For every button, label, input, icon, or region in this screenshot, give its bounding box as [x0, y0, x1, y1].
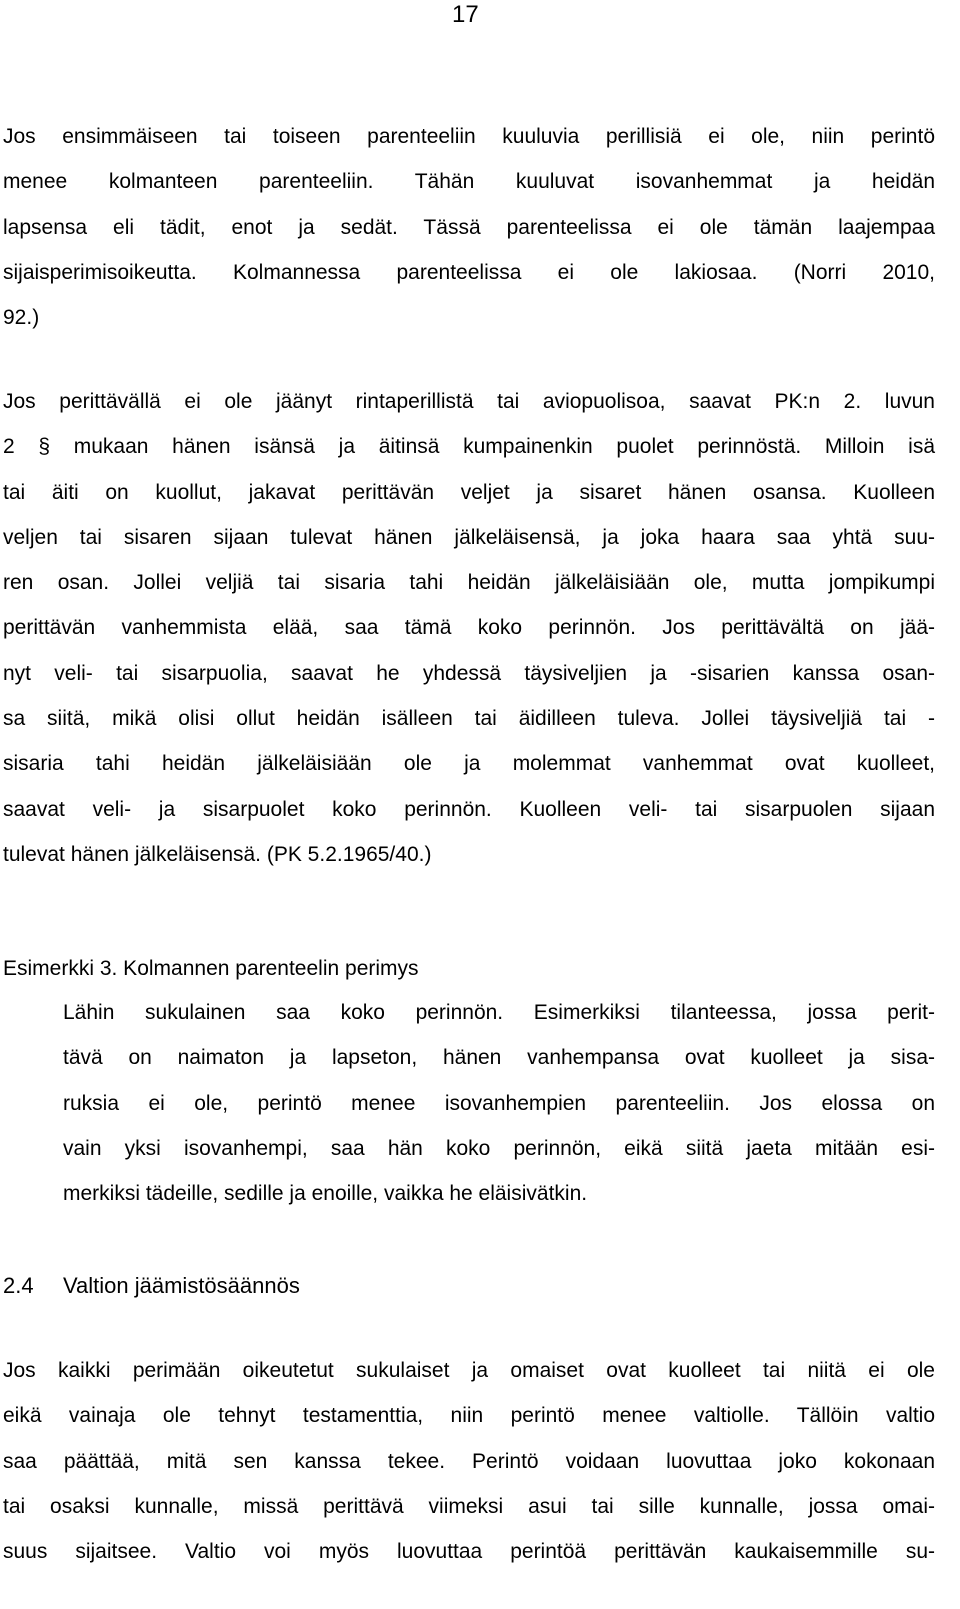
text-line: 2 § mukaan hänen isänsä ja äitinsä kumpainenkin puolet perinnöstä. Milloin isä [3, 435, 935, 459]
page-number: 17 [452, 1, 479, 28]
text-line: saa päättää, mitä sen kanssa tekee. Perintö voidaan luovuttaa joko kokonaan [3, 1449, 935, 1473]
text-line: sisaria tahi heidän jälkeläisiään ole ja molemmat vanhemmat ovat kuolleet, [3, 752, 935, 776]
text-line: sa siitä, mikä olisi ollut heidän isälleen tai äidilleen tuleva. Jollei täysiveljiä tai - [3, 707, 935, 731]
text-line: ruksia ei ole, perintö menee isovanhempien parenteeliin. Jos elossa on [63, 1091, 935, 1115]
text-line: ren osan. Jollei veljiä tai sisaria tahi heidän jälkeläisiään ole, mutta jompikumpi [3, 571, 935, 595]
section-number: 2.4 [3, 1273, 34, 1298]
paragraph-state-estate [3, 1348, 935, 1574]
text-line: Jos kaikki perimään oikeutetut sukulaiset ja omaiset ovat kuolleet tai niitä ei ole [3, 1359, 935, 1382]
text-line: sijaisperimisoikeutta. Kolmannessa parenteelissa ei ole lakiosaa. (Norri 2010, [3, 260, 935, 284]
paragraph-parents-siblings [3, 379, 935, 877]
text-line: saavat veli- ja sisarpuolet koko perinnön. Kuolleen veli- tai sisarpuolen sijaan [3, 797, 935, 821]
text-line: suus sijaitsee. Valtio voi myös luovuttaa perintöä perittävän kaukaisemmille su- [3, 1540, 935, 1564]
section-title: Valtion jäämistösäännös [63, 1273, 300, 1298]
text-line: tulevat hänen jälkeläisensä. (PK 5.2.1965/40.) [3, 842, 432, 866]
section-heading [3, 1271, 300, 1301]
text-line: tai äiti on kuollut, jakavat perittävän veljet ja sisaret hänen osansa. Kuolleen [3, 480, 935, 504]
text-line: 92.) [3, 306, 40, 330]
text-line: eikä vainaja ole tehnyt testamenttia, niin perintö menee valtiolle. Tällöin valtio [3, 1404, 935, 1428]
example-title-text: Esimerkki 3. Kolmannen parenteelin perimys [3, 957, 419, 980]
text-line: Jos perittävällä ei ole jäänyt rintaperillistä tai aviopuolisoa, saavat PK:n 2. luvun [3, 390, 935, 413]
text-line: lapsensa eli tädit, enot ja sedät. Tässä parenteelissa ei ole tämän laajempaa [3, 215, 935, 239]
example-body [63, 990, 935, 1216]
text-line: vain yksi isovanhempi, saa hän koko perinnön, eikä siitä jaeta mitään esi- [63, 1136, 935, 1160]
text-line: perittävän vanhemmista elää, saa tämä koko perinnön. Jos perittävältä on jää- [3, 616, 935, 640]
text-line: nyt veli- tai sisarpuolia, saavat he yhdessä täysiveljien ja -sisarien kanssa osan- [3, 661, 935, 685]
text-line: Lähin sukulainen saa koko perinnön. Esimerkiksi tilanteessa, jossa perit- [63, 1001, 935, 1024]
text-line: Jos ensimmäiseen tai toiseen parenteeliin kuuluvia perillisiä ei ole, niin perintö [3, 125, 935, 148]
text-line: tävä on naimaton ja lapseton, hänen vanhempansa ovat kuolleet ja sisa- [63, 1046, 935, 1070]
example-title [3, 946, 935, 991]
text-line: menee kolmanteen parenteeliin. Tähän kuuluvat isovanhemmat ja heidän [3, 170, 935, 194]
text-line: veljen tai sisaren sijaan tulevat hänen jälkeläisensä, ja joka haara saa yhtä suu- [3, 525, 935, 549]
text-line: tai osaksi kunnalle, missä perittävä viimeksi asui tai sille kunnalle, jossa omai- [3, 1494, 935, 1518]
text-line: merkiksi tädeille, sedille ja enoille, vaikka he eläisivätkin. [63, 1182, 588, 1206]
paragraph-third-parentela [3, 114, 935, 340]
